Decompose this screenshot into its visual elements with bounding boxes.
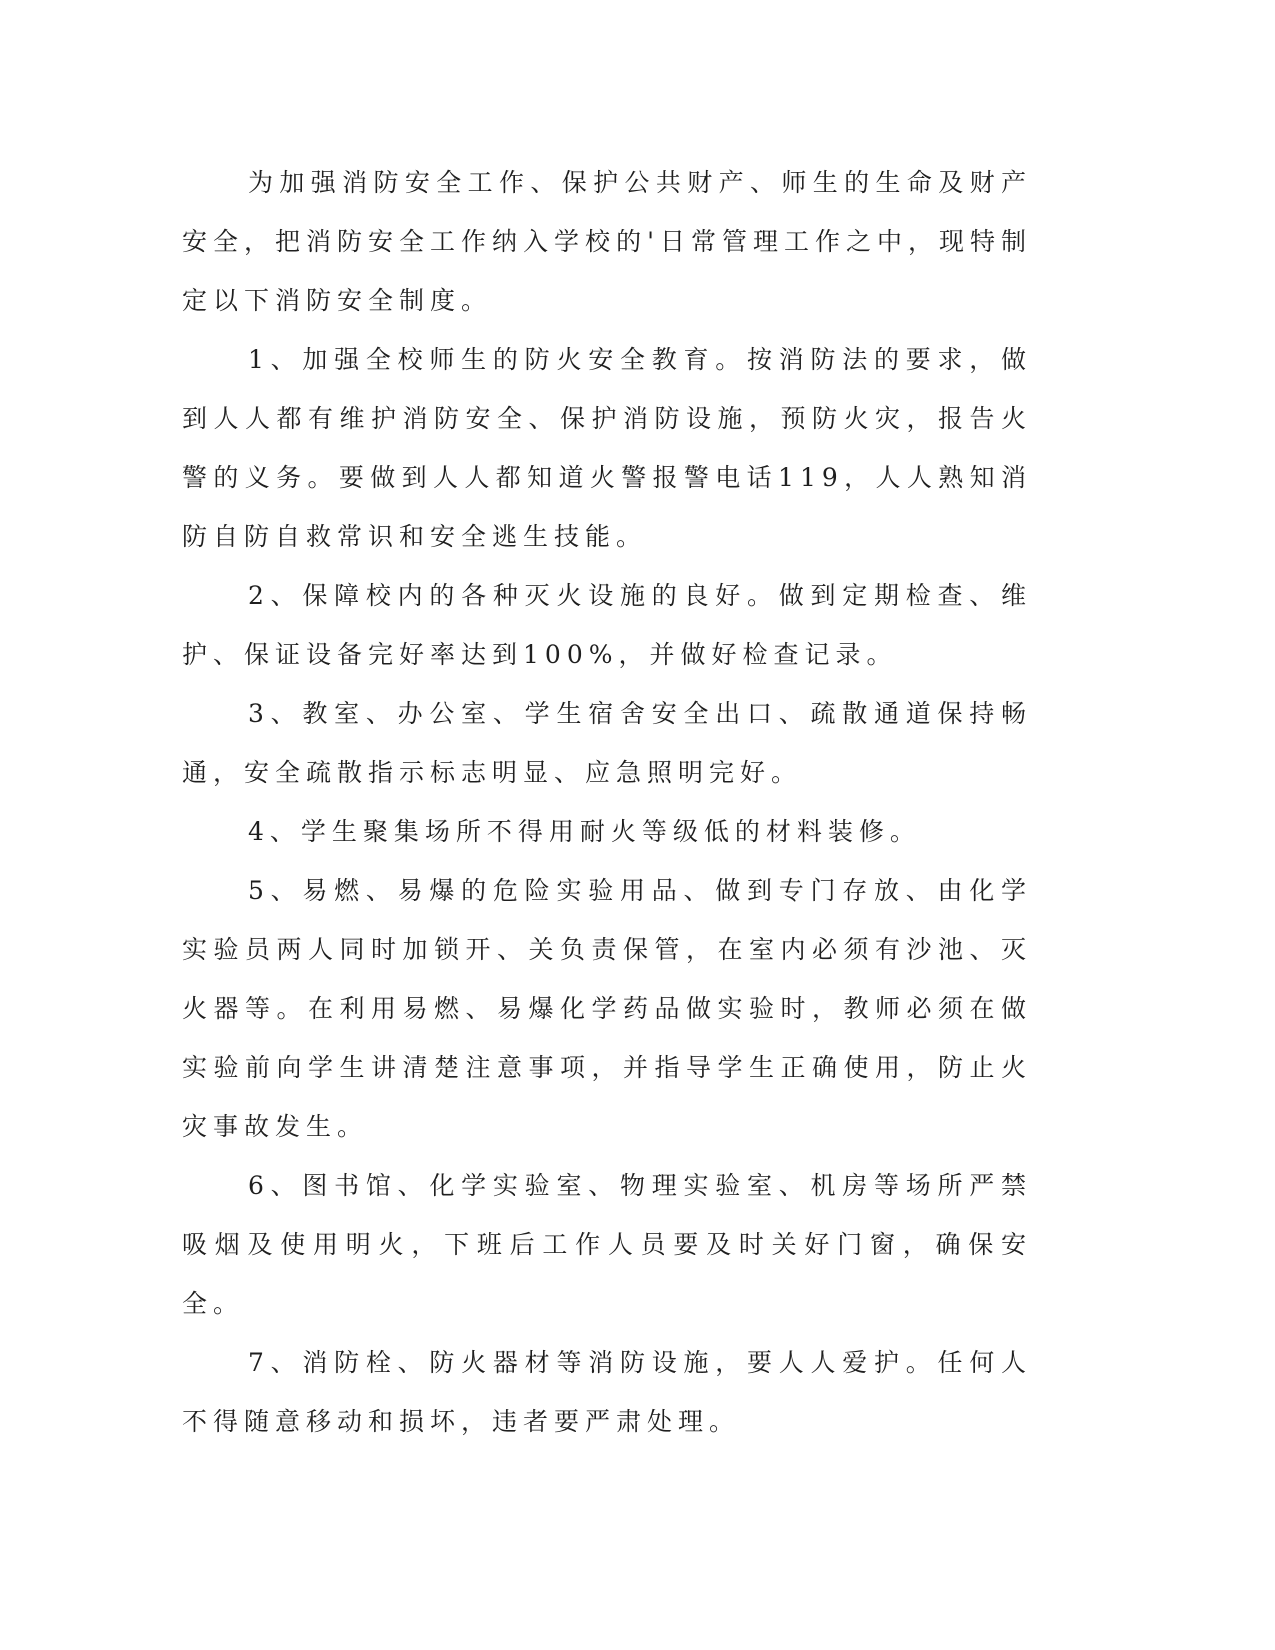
rule-paragraph-2: 2、保障校内的各种灭火设施的良好。做到定期检查、维护、保证设备完好率达到100%，并做好检查记录。 <box>182 581 1032 669</box>
rule-paragraph-5: 5、易燃、易爆的危险实验用品、做到专门存放、由化学实验员两人同时加锁开、关负责保管，在室内必须有沙池、灭火器等。在利用易燃、易爆化学药品做实验时，教师必须在做实验前向学生讲清楚注意事项，并指导学生正确使用，防止火灾事故发生。 <box>182 876 1032 1141</box>
rule-paragraph-7: 7、消防栓、防火器材等消防设施，要人人爱护。任何人不得随意移动和损坏，违者要严肃处理。 <box>182 1348 1032 1436</box>
rule-paragraph-4: 4、学生聚集场所不得用耐火等级低的材料装修。 <box>248 817 921 846</box>
document-body <box>182 153 1032 1451</box>
rule-paragraph-3: 3、教室、办公室、学生宿舍安全出口、疏散通道保持畅通，安全疏散指示标志明显、应急照明完好。 <box>182 699 1032 787</box>
intro-paragraph: 为加强消防安全工作、保护公共财产、师生的生命及财产安全，把消防安全工作纳入学校的'日常管理工作之中，现特制定以下消防安全制度。 <box>182 168 1033 315</box>
rule-paragraph-1: 1、加强全校师生的防火安全教育。按消防法的要求，做到人人都有维护消防安全、保护消防设施，预防火灾，报告火警的义务。要做到人人都知道火警报警电话119，人人熟知消防自防自救常识和安全逃生技能。 <box>182 345 1032 551</box>
rule-paragraph-6: 6、图书馆、化学实验室、物理实验室、机房等场所严禁吸烟及使用明火，下班后工作人员要及时关好门窗，确保安全。 <box>182 1171 1032 1318</box>
